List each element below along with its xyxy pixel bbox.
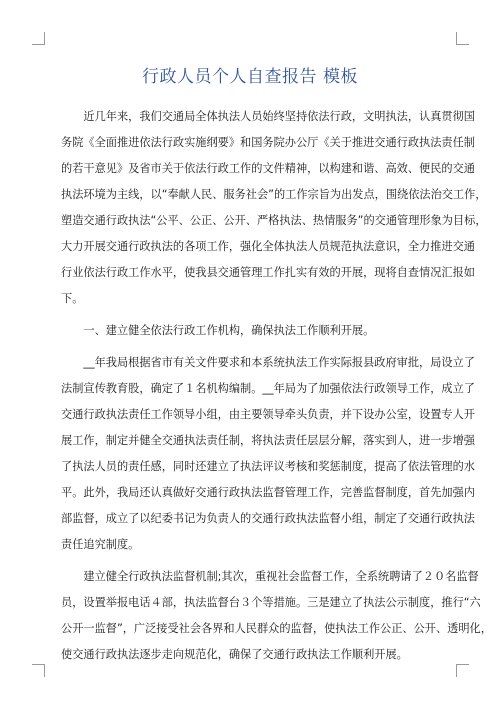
paragraph-line: 公开一监督”，广泛接受社会各界和人民群众的监督，使执法工作公正、公开、透明化，: [61, 622, 492, 635]
document-body: [61, 104, 492, 668]
document-title: 行政人员个人自查报告 模板: [142, 67, 358, 87]
paragraph: [61, 564, 492, 668]
paragraph-line: 塑造交通行政执法“公平、公正、公开、严格执法、热情服务”的交通管理形象为目标，: [61, 214, 487, 227]
paragraph-line: 执法环境为主线，以“奉献人民、服务社会”的工作宗旨为出发点，围绕依法治交工作，: [61, 188, 487, 201]
paragraph-line: 近几年来，我们交通局全体执法人员始终坚持依法行政，文明执法，认真贯彻国: [61, 110, 475, 123]
paragraph-line: 一、建立健全依法行政工作机构，确保执法工作顺利开展。: [61, 324, 375, 337]
paragraph: [61, 350, 475, 558]
paragraph-line: __年我局根据省市有关文件要求和本系统执法工作实际报县政府审批，局设立了: [61, 356, 475, 369]
paragraph-line: 法制宣传教育股，确定了１名机构编制。__年局为了加强依法行政领导工作，成立了: [61, 382, 475, 395]
crop-mark-top-left: [32, 32, 45, 45]
paragraph-line: 部监督，成立了以纪委书记为负责人的交通行政执法监督小组，制定了交通行政执法: [61, 512, 475, 525]
crop-mark-top-right: [456, 32, 469, 45]
paragraph-line: 行业依法行政工作水平，使我县交通管理工作扎实有效的开展，现将自查情况汇报如: [61, 266, 475, 279]
paragraph-line: 了执法人员的责任感，同时还建立了执法评议考核和奖惩制度，提高了依法管理的水: [61, 460, 475, 473]
paragraph-line: 交通行政执法责任工作领导小组，由主要领导牵头负责，并下设办公室，设置专人开: [61, 408, 475, 421]
paragraph-line: 展工作，制定并健全交通执法责任制，将执法责任层层分解，落实到人，进一步增强: [61, 434, 475, 447]
paragraph-line: 建立健全行政执法监督机制;其次，重视社会监督工作，全系统聘请了２０名监督: [61, 570, 479, 583]
paragraph-line: 员，设置举报电话４部，执法监督台３个等措施。三是建立了执法公示制度，推行“六: [61, 596, 481, 609]
paragraph: [61, 104, 487, 312]
paragraph-line: 平。此外，我局还认真做好交通行政执法监督管理工作，完善监督制度，首先加强内: [61, 486, 475, 499]
paragraph-line: 使交通行政执法逐步走向规范化，确保了交通行政执法工作顺利开展。: [61, 648, 408, 661]
paragraph: [61, 318, 441, 344]
crop-mark-bottom-left: [32, 664, 45, 677]
paragraph-line: 的若干意见》及省市关于依法行政工作的文件精神，以构建和谐、高效、便民的交通: [61, 162, 475, 175]
crop-mark-bottom-right: [456, 664, 469, 677]
paragraph-line: 务院《全面推进依法行政实施纲要》和国务院办公厅《关于推进交通行政执法责任制: [61, 136, 475, 149]
paragraph-line: 下。: [61, 292, 84, 305]
paragraph-line: 大力开展交通行政执法的各项工作，强化全体执法人员规范执法意识，全力推进交通: [61, 240, 475, 253]
paragraph-line: 责任追究制度。: [61, 538, 140, 551]
